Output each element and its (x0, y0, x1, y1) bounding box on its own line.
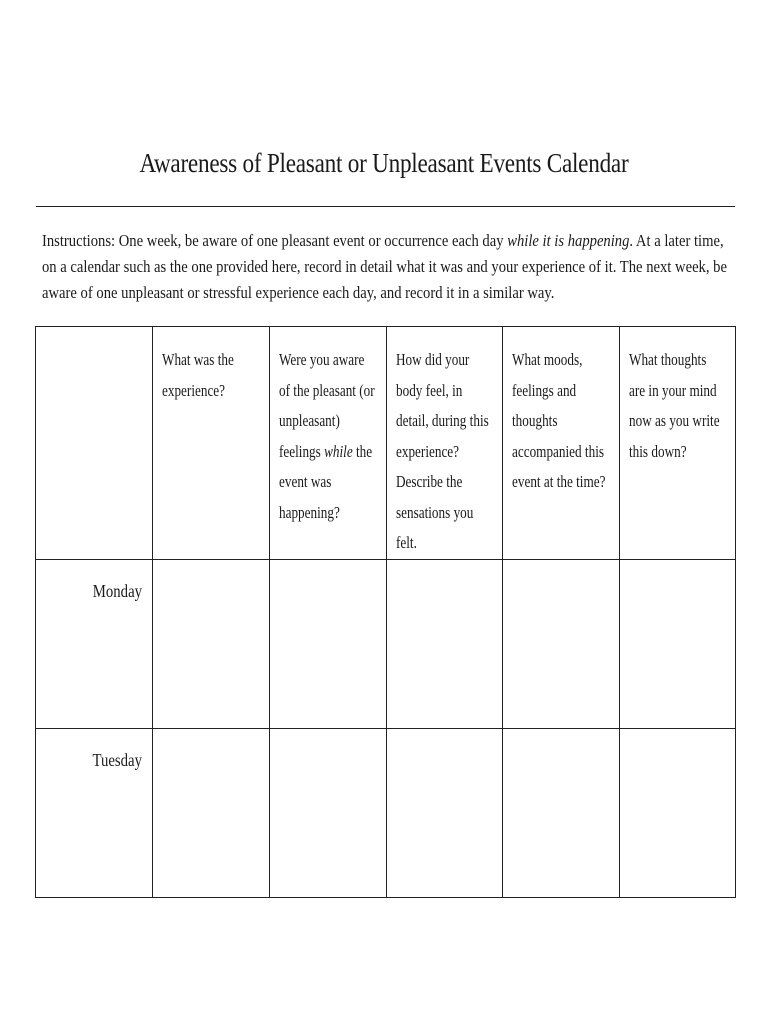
entry-cell-tuesday-awareness[interactable] (270, 728, 387, 897)
entry-cell-tuesday-thoughts[interactable] (620, 728, 736, 897)
entry-cell-monday-awareness[interactable] (270, 559, 387, 728)
header-cell-moods (503, 327, 620, 560)
header-row (36, 327, 736, 560)
header-awareness-text: Were you aware of the pleasant (or unpleasant) feelings (279, 350, 375, 461)
day-row-monday (36, 559, 736, 728)
entry-cell-monday-thoughts[interactable] (620, 559, 736, 728)
header-awareness-emphasis: while (324, 441, 353, 461)
header-thoughts-now: What thoughts are in your mind now as you write this down? (629, 350, 720, 461)
events-calendar-table (35, 326, 736, 898)
day-label-tuesday: Tuesday (92, 749, 142, 770)
header-awareness-text-continued: the event was happening? (279, 441, 373, 522)
entry-cell-tuesday-experience[interactable] (153, 728, 270, 897)
day-label-cell (36, 728, 153, 897)
header-cell-experience (153, 327, 270, 560)
header-cell-body (387, 327, 503, 560)
instructions-text-continued: . At a later time, on a calendar such as the one provided here, record in detail what it was and your experience of it. The next week, be aware of one unpleasant or stressful experience each day, and record it in a similar way. (42, 231, 727, 302)
page-title: Awareness of Pleasant or Unpleasant Events Calendar (139, 148, 629, 178)
entry-cell-tuesday-moods[interactable] (503, 728, 620, 897)
header-awareness (279, 345, 375, 528)
header-cell-empty (36, 327, 153, 560)
entry-cell-monday-moods[interactable] (503, 559, 620, 728)
entry-cell-tuesday-body[interactable] (387, 728, 503, 897)
header-cell-awareness (270, 327, 387, 560)
header-experience: What was the experience? (162, 350, 234, 400)
header-cell-thoughts (620, 327, 736, 560)
day-label-monday: Monday (92, 580, 142, 601)
header-body-sensations: How did your body feel, in detail, during this experience? Describe the sensations you felt. (396, 350, 489, 552)
day-label-cell (36, 559, 153, 728)
instructions-emphasis: while it is happening (507, 231, 630, 250)
title-divider (36, 206, 735, 207)
header-moods: What moods, feelings and thoughts accompanied this event at the time? (512, 350, 606, 491)
instructions-text: Instructions: One week, be aware of one pleasant event or occurrence each day (42, 231, 508, 250)
entry-cell-monday-experience[interactable] (153, 559, 270, 728)
day-row-tuesday (36, 728, 736, 897)
instructions (42, 228, 732, 306)
entry-cell-monday-body[interactable] (387, 559, 503, 728)
